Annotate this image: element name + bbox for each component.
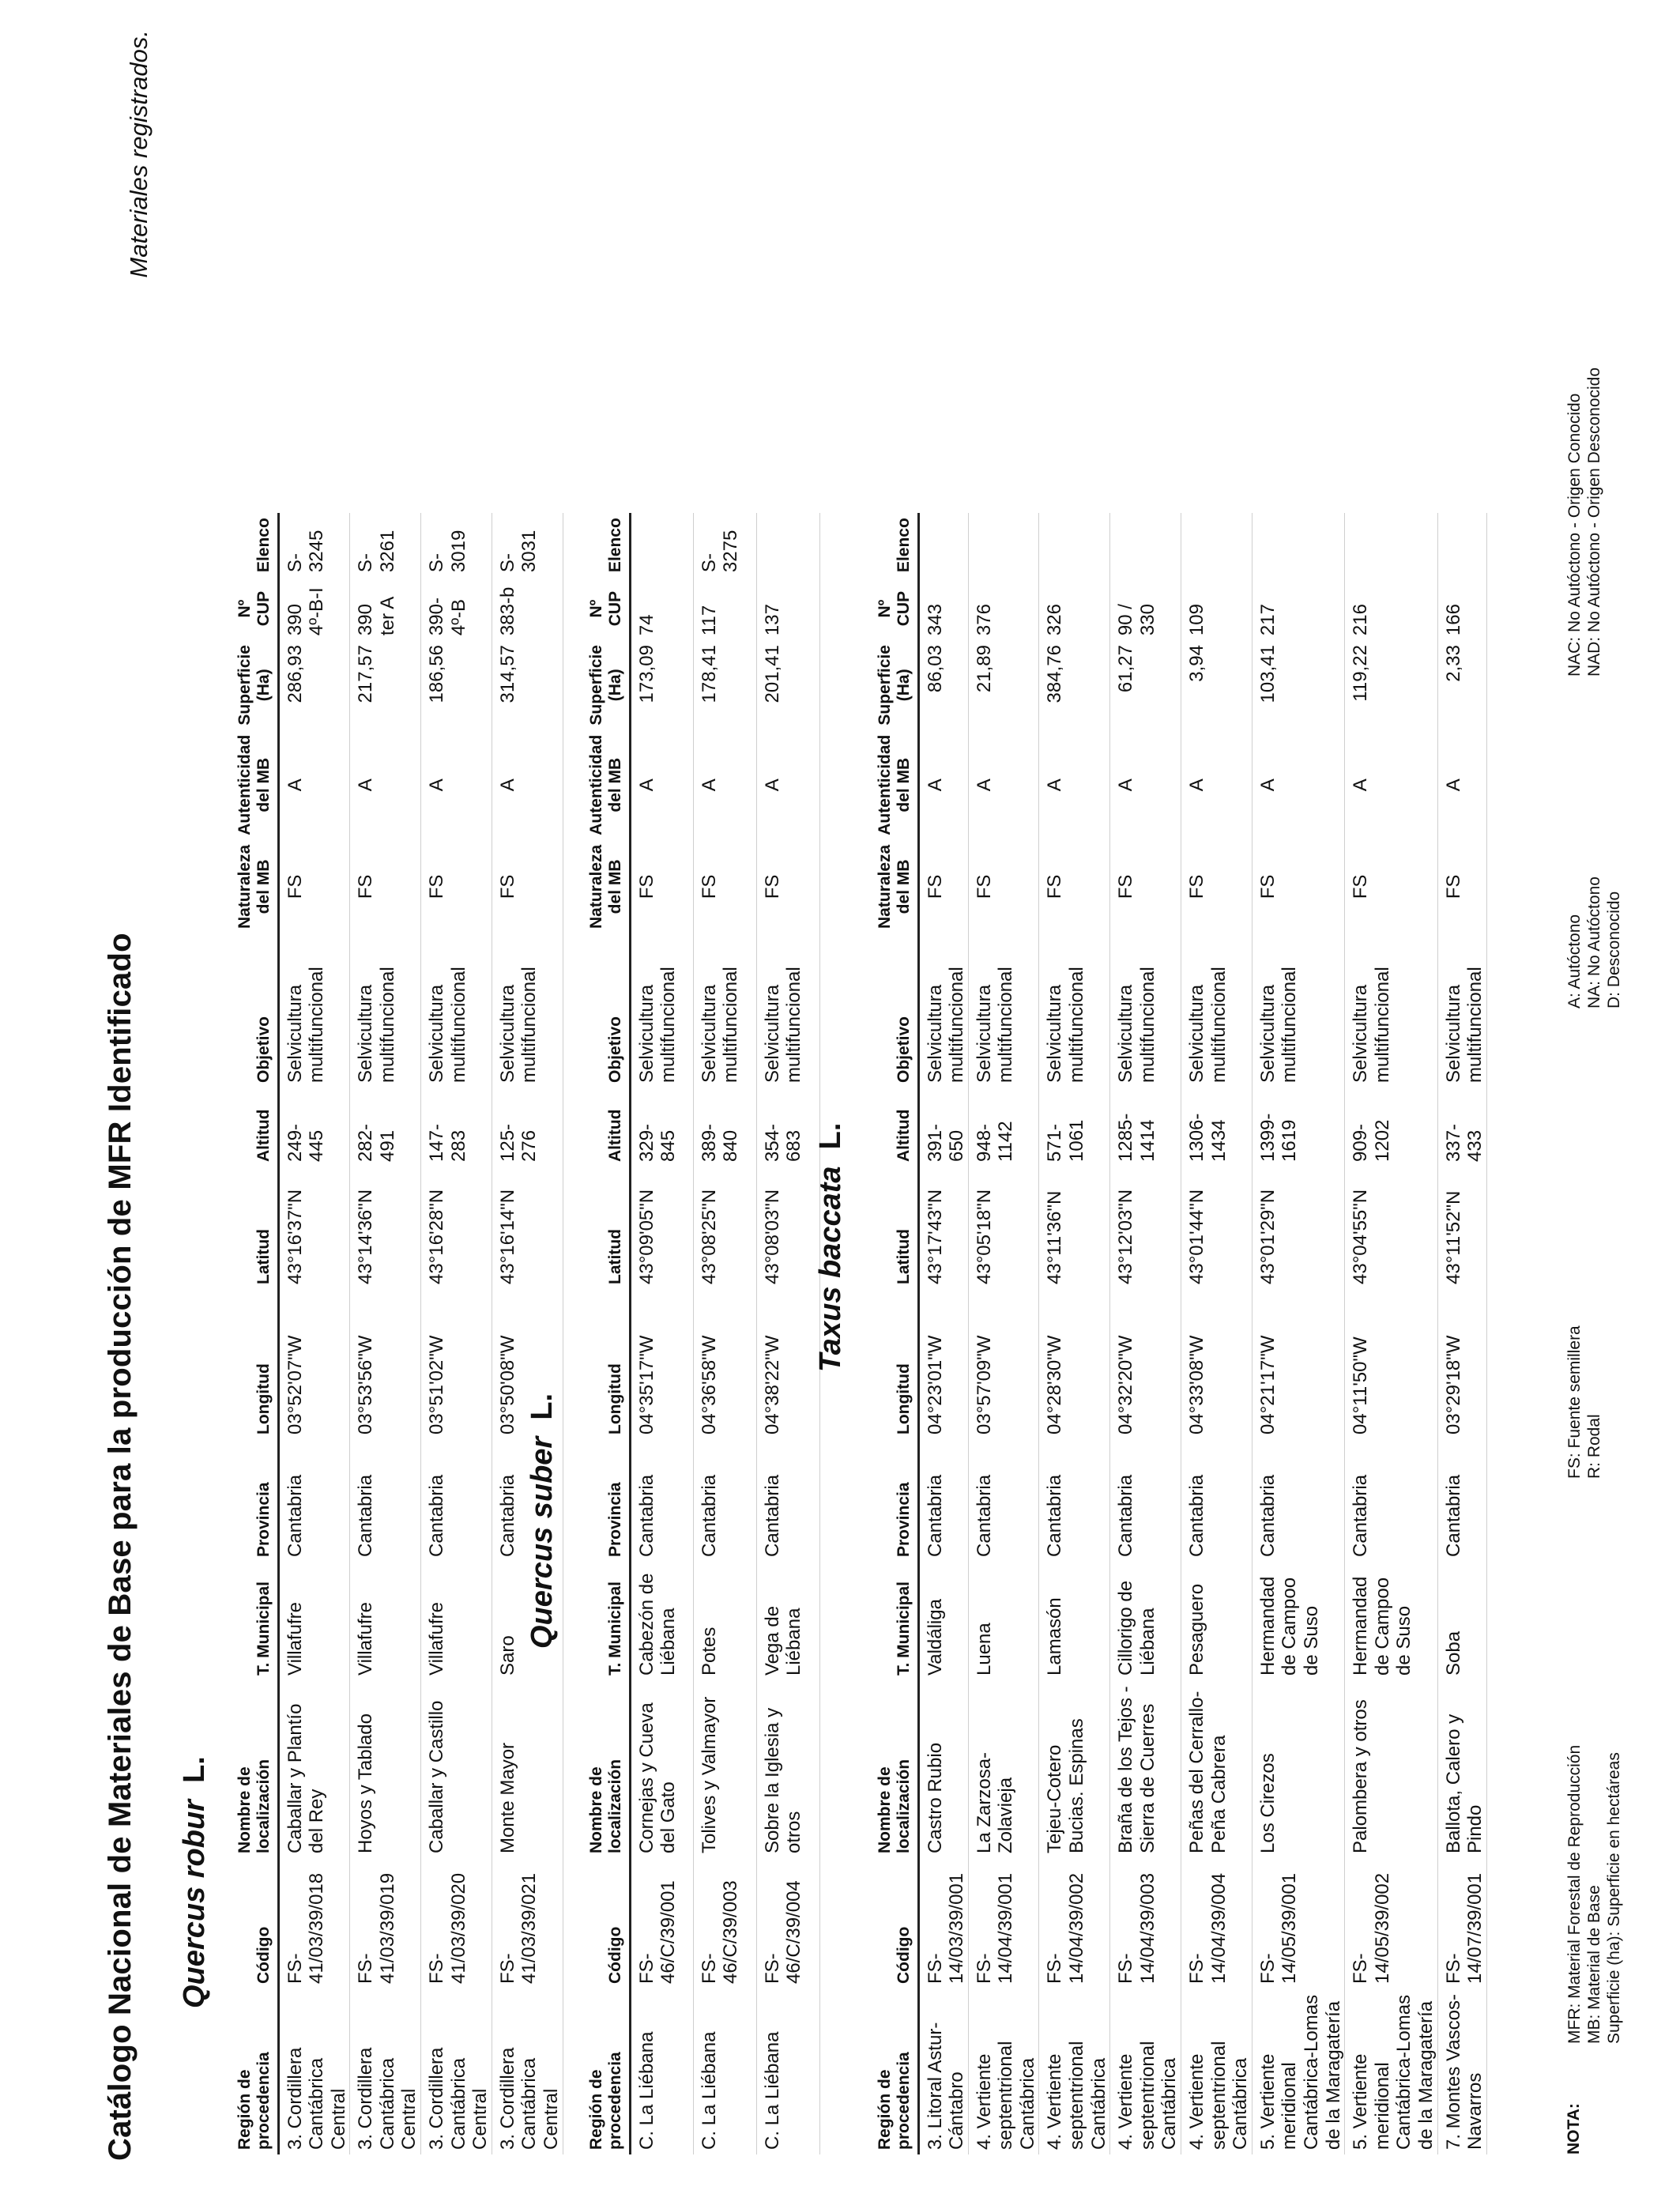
cell-region: 3. Cordillera Cantábrica Central [426, 2047, 492, 2150]
cell-municipality: Potes [698, 1627, 720, 1676]
cell-nature: FS [284, 874, 306, 899]
column-header-region: Región de procedencia [876, 2052, 913, 2150]
note-line: R: Rodal [1585, 1414, 1604, 1479]
column-header-province: Provincia [606, 1482, 625, 1557]
cell-cup: 217 [1256, 604, 1279, 636]
cell-cup: 166 [1442, 604, 1464, 636]
column-header-altitude: Altitud [606, 1109, 625, 1162]
cell-code: FS-14/05/39/001 [1256, 1872, 1301, 1984]
cell-elenco [1345, 513, 1437, 577]
cell-region: 3. Litoral Astur-Cántabro [924, 2022, 968, 2150]
cell-province: Cantabria [355, 1474, 377, 1557]
cell-nature: FS [698, 874, 720, 899]
note-line: MFR: Material Forestal de Reproducción [1565, 1744, 1584, 2044]
cell-surface: 86,03 [924, 645, 946, 693]
column-header-nature: Naturaleza del MB [587, 844, 625, 929]
column-header-authenticity: Autenticidad del MB [235, 734, 273, 835]
cell-surface: 3,94 [1186, 645, 1208, 682]
note-line: A: Autóctono [1565, 914, 1584, 1008]
cell-elenco [968, 513, 1039, 577]
cell-cup: 117 [698, 605, 720, 636]
cell-cup: 383-b [496, 586, 518, 636]
cell-altitude: 249-445 [284, 1123, 328, 1162]
cell-altitude: 354-683 [761, 1123, 805, 1162]
cell-objective: Selvicultura multifuncional [1350, 967, 1393, 1083]
cell-surface: 173,09 [635, 645, 657, 703]
cell-location: Castro Rubio [924, 1742, 946, 1853]
cell-latitude: 43°08'03"N [761, 1189, 783, 1284]
cell-altitude: 329-845 [635, 1123, 680, 1162]
cell-surface: 286,93 [284, 645, 306, 703]
cell-cup: 343 [924, 604, 946, 636]
cell-cup: 390 ter A [355, 596, 398, 636]
cell-latitude: 43°16'28"N [426, 1189, 448, 1284]
cell-municipality: Villafufre [355, 1602, 377, 1676]
page-subtitle: Materiales registrados. [125, 30, 153, 278]
cell-objective: Selvicultura multifuncional [426, 967, 469, 1083]
cell-altitude: 948-1142 [973, 1121, 1017, 1162]
species-author: L. [178, 1756, 211, 1783]
cell-longitude: 04°33'08"W [1186, 1335, 1208, 1434]
cell-altitude: 282-491 [355, 1123, 398, 1162]
cell-altitude: 1285-1414 [1115, 1113, 1158, 1162]
note-line: Superficie (ha): Superficie en hectáreas [1605, 1752, 1624, 2044]
material-table-quercus-suber [581, 513, 820, 2154]
page-title: Catálogo Nacional de Materiales de Base para la producción de MFR Identificado [103, 933, 137, 2161]
cell-longitude: 04°32'20"W [1115, 1335, 1137, 1434]
cell-elenco [1039, 513, 1110, 577]
cell-cup: 326 [1044, 604, 1066, 636]
cell-objective: Selvicultura multifuncional [698, 967, 742, 1083]
cell-nature: FS [1442, 874, 1464, 899]
cell-province: Cantabria [973, 1474, 995, 1557]
cell-longitude: 04°35'17"W [635, 1335, 657, 1434]
cell-code: FS-41/03/39/018 [284, 1872, 328, 1984]
cell-province: Cantabria [1442, 1474, 1464, 1557]
cell-province: Cantabria [1256, 1474, 1279, 1557]
cell-code: FS-41/03/39/020 [426, 1872, 469, 1984]
cell-longitude: 04°21'17"W [1256, 1335, 1279, 1434]
cell-elenco [756, 513, 819, 577]
cell-region: 7. Montes Vascos-Navarros [1442, 1994, 1486, 2150]
column-header-authenticity: Autenticidad del MB [876, 734, 913, 835]
cell-code: FS-14/04/39/004 [1186, 1872, 1230, 1984]
notes-col-4 [1565, 368, 1604, 677]
table-row [492, 513, 563, 2154]
cell-altitude: 391-650 [924, 1123, 968, 1162]
cell-code: FS-14/03/39/001 [924, 1872, 968, 1984]
species-author: L. [814, 1122, 847, 1150]
cell-region: C. La Liébana [698, 2031, 720, 2150]
cell-location: Hoyos y Tablado [355, 1713, 377, 1853]
cell-region: 4. Vertiente septentrional Cantábrica [1186, 2041, 1252, 2150]
note-label: NOTA: [1565, 2103, 1583, 2154]
species-heading-1 [525, 1393, 559, 1649]
cell-nature: FS [973, 874, 995, 899]
cell-province: Cantabria [924, 1474, 946, 1557]
cell-province: Cantabria [635, 1474, 657, 1557]
cell-municipality: Cabezón de Liébana [635, 1573, 680, 1676]
column-header-location: Nombre de localización [587, 1759, 625, 1853]
cell-surface: 21,89 [973, 645, 995, 693]
cell-latitude: 43°04'55"N [1350, 1189, 1372, 1284]
cell-longitude: 04°11'50"W [1350, 1336, 1372, 1434]
cell-longitude: 04°36'58"W [698, 1335, 720, 1434]
cell-elenco [1252, 513, 1344, 577]
cell-nature: FS [1186, 874, 1208, 899]
cell-region: C. La Liébana [635, 2031, 657, 2150]
cell-nature: FS [635, 874, 657, 899]
cell-surface: 186,56 [426, 645, 448, 703]
table-row [421, 513, 492, 2154]
column-header-altitude: Altitud [254, 1109, 273, 1162]
note-line: MB: Material de Base [1585, 1885, 1604, 2044]
notes-col-2 [1565, 1325, 1604, 1479]
cell-elenco [1437, 513, 1486, 577]
note-line: FS: Fuente semillera [1565, 1325, 1584, 1479]
cell-province: Cantabria [284, 1474, 306, 1557]
cell-objective: Selvicultura multifuncional [1442, 967, 1486, 1083]
cell-elenco [918, 513, 968, 577]
cell-objective: Selvicultura multifuncional [1115, 967, 1158, 1083]
cell-longitude: 03°57'09"W [973, 1335, 995, 1434]
table-row [350, 513, 421, 2154]
table-row [968, 513, 1039, 2154]
note-line: NAD: No Autóctono - Origen Desconocido [1585, 367, 1604, 677]
cell-latitude: 43°16'14"N [496, 1189, 518, 1284]
column-header-objective: Objetivo [254, 1016, 273, 1083]
cell-surface: 201,41 [761, 645, 783, 703]
table-row [918, 513, 968, 2154]
table-row [756, 513, 819, 2154]
cell-region: C. La Liébana [761, 2031, 783, 2150]
cell-municipality: Cillorigo de Liébana [1115, 1580, 1158, 1676]
cell-municipality: Saro [496, 1635, 518, 1676]
cell-cup: 216 [1350, 604, 1372, 636]
cell-cup: 74 [635, 614, 657, 636]
cell-altitude: 337-433 [1442, 1123, 1486, 1162]
cell-authenticity: A [1442, 778, 1464, 792]
cell-surface: 2,33 [1442, 645, 1464, 682]
cell-province: Cantabria [761, 1474, 783, 1557]
cell-province: Cantabria [426, 1474, 448, 1557]
cell-code: FS-46/C/39/004 [761, 1880, 805, 1984]
column-header-location: Nombre de localización [876, 1759, 913, 1853]
column-header-region: Región de procedencia [235, 2052, 273, 2150]
cell-longitude: 04°38'22"W [761, 1335, 783, 1434]
cell-code: FS-41/03/39/019 [355, 1872, 398, 1984]
cell-region: 4. Vertiente septentrional Cantábrica [973, 2041, 1038, 2150]
cell-location: Cornejas y Cueva del Gato [635, 1702, 680, 1853]
column-header-province: Provincia [254, 1482, 273, 1557]
cell-authenticity: A [924, 778, 946, 792]
cell-nature: FS [924, 874, 946, 899]
cell-surface: 61,27 [1115, 645, 1137, 693]
cell-cup: 376 [973, 604, 995, 636]
cell-nature: FS [1256, 874, 1279, 899]
cell-latitude: 43°01'44"N [1186, 1189, 1208, 1284]
cell-authenticity: A [1256, 778, 1279, 792]
cell-nature: FS [426, 874, 448, 899]
column-header-municipality: T. Municipal [254, 1581, 273, 1676]
column-header-elenco: Elenco [606, 518, 625, 573]
column-header-surface: Superficie (Ha) [587, 645, 625, 726]
column-header-surface: Superficie (Ha) [876, 645, 913, 726]
cell-authenticity: A [635, 778, 657, 792]
cell-province: Cantabria [1115, 1474, 1137, 1557]
cell-municipality: Vega de Liébana [761, 1605, 805, 1676]
cell-location: Caballar y Castillo [426, 1700, 448, 1853]
cell-nature: FS [1115, 874, 1137, 899]
cell-objective: Selvicultura multifuncional [355, 967, 398, 1083]
table-row [630, 513, 693, 2154]
cell-code: FS-46/C/39/001 [635, 1880, 680, 1984]
column-header-latitude: Latitud [254, 1229, 273, 1284]
cell-nature: FS [496, 874, 518, 899]
cell-longitude: 04°23'01"W [924, 1335, 946, 1434]
cell-elenco [630, 513, 693, 577]
cell-longitude: 03°52'07"W [284, 1335, 306, 1434]
cell-latitude: 43°01'29"N [1256, 1189, 1279, 1284]
cell-elenco [1110, 513, 1181, 577]
note-line: NA: No Autóctono [1585, 876, 1604, 1008]
cell-authenticity: A [426, 778, 448, 792]
cell-cup: 137 [761, 604, 783, 636]
cell-region: 3. Cordillera Cantábrica Central [496, 2047, 563, 2150]
cell-objective: Selvicultura multifuncional [496, 967, 541, 1083]
column-header-latitude: Latitud [606, 1229, 625, 1284]
cell-cup: 390-4º-B [426, 598, 469, 636]
cell-region: 3. Cordillera Cantábrica Central [284, 2047, 349, 2150]
table-row [693, 513, 756, 2154]
column-header-cup: Nº CUP [235, 590, 273, 627]
cell-code: FS-14/05/39/002 [1350, 1872, 1393, 1984]
column-header-cup: Nº CUP [876, 590, 913, 627]
cell-province: Cantabria [1350, 1474, 1372, 1557]
cell-surface: 119,22 [1350, 645, 1372, 702]
cell-objective: Selvicultura multifuncional [635, 967, 680, 1083]
column-header-altitude: Altitud [895, 1109, 913, 1162]
cell-location: La Zarzosa-Zolavieja [973, 1751, 1017, 1853]
column-header-nature: Naturaleza del MB [876, 844, 913, 929]
cell-nature: FS [355, 874, 377, 899]
table-row [1110, 513, 1181, 2154]
table-row [278, 513, 350, 2154]
table-row [1181, 513, 1252, 2154]
cell-objective: Selvicultura multifuncional [1186, 967, 1230, 1083]
species-name: Quercus robur [178, 1800, 211, 2008]
material-table-taxus-baccata [869, 513, 1487, 2154]
cell-surface: 384,76 [1044, 645, 1066, 703]
cell-code: FS-46/C/39/003 [698, 1880, 742, 1984]
column-header-code: Código [606, 1926, 625, 1984]
cell-location: Peñas del Cerrallo- Peña Cabrera [1186, 1691, 1230, 1853]
cell-objective: Selvicultura multifuncional [924, 967, 968, 1083]
cell-cup: 109 [1186, 604, 1208, 636]
table-header-row [229, 513, 278, 2154]
cell-municipality: Hermandad de Campoo de Suso [1256, 1576, 1322, 1676]
cell-authenticity: A [1186, 778, 1208, 792]
cell-objective: Selvicultura multifuncional [973, 967, 1017, 1083]
cell-region: 4. Vertiente septentrional Cantábrica [1115, 2041, 1181, 2150]
cell-nature: FS [761, 874, 783, 899]
notes-col-3 [1565, 876, 1625, 1008]
species-name: Taxus baccata [814, 1166, 847, 1372]
cell-location: Palombera y otros [1350, 1699, 1372, 1853]
cell-location: Caballar y Plantío del Rey [284, 1703, 328, 1853]
cell-objective: Selvicultura multifuncional [1256, 967, 1301, 1083]
cell-altitude: 1306-1434 [1186, 1113, 1230, 1162]
cell-code: FS-14/07/39/001 [1442, 1872, 1486, 1984]
cell-longitude: 03°51'02"W [426, 1335, 448, 1434]
cell-region: 4. Vertiente septentrional Cantábrica [1044, 2041, 1109, 2150]
table-row [1252, 513, 1344, 2154]
table-header-row [869, 513, 918, 2154]
cell-surface: 178,41 [698, 645, 720, 703]
cell-region: 5. Vertiente meridional Cantábrica-Lomas de la Maragatería [1256, 1994, 1344, 2150]
cell-latitude: 43°09'05"N [635, 1189, 657, 1284]
column-header-region: Región de procedencia [587, 2052, 625, 2150]
material-table-quercus-robur [229, 513, 563, 2154]
cell-authenticity: A [973, 778, 995, 792]
cell-authenticity: A [1044, 778, 1066, 792]
column-header-province: Provincia [895, 1482, 913, 1557]
cell-surface: 217,57 [355, 645, 377, 703]
column-header-nature: Naturaleza del MB [235, 844, 273, 929]
cell-authenticity: A [698, 778, 720, 792]
column-header-municipality: T. Municipal [606, 1581, 625, 1676]
cell-municipality: Villafufre [426, 1602, 448, 1676]
cell-elenco: S-3261 [355, 530, 398, 573]
cell-elenco: S-3245 [284, 530, 328, 573]
table-header-row [581, 513, 630, 2154]
cell-elenco: S-3275 [698, 530, 742, 573]
column-header-code: Código [254, 1926, 273, 1984]
cell-objective: Selvicultura multifuncional [761, 967, 805, 1083]
table-row [1039, 513, 1110, 2154]
cell-authenticity: A [496, 778, 518, 792]
cell-elenco: S-3031 [496, 530, 541, 573]
cell-nature: FS [1044, 874, 1066, 899]
cell-location: Tolives y Valmayor [698, 1696, 720, 1853]
cell-latitude: 43°05'18"N [973, 1189, 995, 1284]
cell-municipality: Pesaguero [1186, 1583, 1208, 1676]
cell-province: Cantabria [496, 1474, 518, 1557]
cell-municipality: Lamasón [1044, 1597, 1066, 1676]
cell-code: FS-14/04/39/001 [973, 1872, 1017, 1984]
cell-province: Cantabria [698, 1474, 720, 1557]
cell-objective: Selvicultura multifuncional [284, 967, 328, 1083]
column-header-longitude: Longitud [254, 1363, 273, 1434]
cell-province: Cantabria [1044, 1474, 1066, 1557]
cell-cup: 390 4º-B-I [284, 587, 328, 636]
column-header-cup: Nº CUP [587, 590, 625, 627]
species-heading-0 [178, 1756, 212, 2008]
cell-surface: 103,41 [1256, 645, 1279, 703]
cell-longitude: 03°29'18"W [1442, 1335, 1464, 1434]
cell-longitude: 04°28'30"W [1044, 1335, 1066, 1434]
cell-latitude: 43°14'36"N [355, 1189, 377, 1284]
cell-code: FS-14/04/39/002 [1044, 1872, 1088, 1984]
cell-altitude: 389-840 [698, 1123, 742, 1162]
notes-col-1 [1565, 1745, 1625, 2044]
cell-altitude: 125-276 [496, 1123, 541, 1162]
cell-altitude: 909-1202 [1350, 1119, 1393, 1162]
column-header-code: Código [895, 1926, 913, 1984]
column-header-objective: Objetivo [895, 1016, 913, 1083]
cell-location: Ballota, Calero y Pindo [1442, 1713, 1486, 1853]
species-heading-2 [814, 1123, 848, 1372]
cell-location: Sobre la Iglesia y otros [761, 1707, 805, 1853]
cell-latitude: 43°12'03"N [1115, 1189, 1137, 1284]
column-header-location: Nombre de localización [235, 1759, 273, 1853]
cell-authenticity: A [284, 778, 306, 792]
cell-location: Braña de los Tejos - Sierra de Cuerres [1115, 1686, 1158, 1853]
table-row [1345, 513, 1437, 2154]
cell-latitude: 43°11'36"N [1044, 1190, 1066, 1284]
cell-latitude: 43°16'37"N [284, 1189, 306, 1284]
cell-elenco [1181, 513, 1252, 577]
column-header-authenticity: Autenticidad del MB [587, 734, 625, 835]
column-header-longitude: Longitud [606, 1363, 625, 1434]
cell-elenco: S-3019 [426, 530, 469, 573]
cell-latitude: 43°11'52"N [1442, 1190, 1464, 1284]
cell-municipality: Valdáliga [924, 1599, 946, 1676]
cell-altitude: 571-1061 [1044, 1119, 1088, 1162]
cell-location: Los Cirezos [1256, 1753, 1279, 1853]
cell-nature: FS [1350, 874, 1372, 899]
note-line: D: Desconocido [1605, 891, 1624, 1008]
cell-region: 3. Cordillera Cantábrica Central [355, 2047, 420, 2150]
cell-municipality: Villafufre [284, 1602, 306, 1676]
cell-authenticity: A [1350, 778, 1372, 792]
cell-municipality: Soba [1442, 1630, 1464, 1676]
cell-objective: Selvicultura multifuncional [1044, 967, 1088, 1083]
cell-longitude: 03°53'56"W [355, 1335, 377, 1434]
cell-region: 5. Vertiente meridional Cantábrica-Lomas de la Maragatería [1350, 1994, 1437, 2150]
column-header-latitude: Latitud [895, 1229, 913, 1284]
cell-latitude: 43°08'25"N [698, 1189, 720, 1284]
cell-province: Cantabria [1186, 1474, 1208, 1557]
species-name: Quercus suber [525, 1436, 559, 1649]
cell-municipality: Hermandad de Campoo de Suso [1350, 1576, 1415, 1676]
cell-surface: 314,57 [496, 645, 518, 703]
column-header-municipality: T. Municipal [895, 1581, 913, 1676]
column-header-elenco: Elenco [895, 518, 913, 573]
column-header-surface: Superficie (Ha) [235, 645, 273, 726]
column-header-longitude: Longitud [895, 1363, 913, 1434]
cell-authenticity: A [761, 778, 783, 792]
species-author: L. [525, 1393, 559, 1420]
cell-authenticity: A [355, 778, 377, 792]
cell-code: FS-14/04/39/003 [1115, 1872, 1158, 1984]
cell-location: Tejeu-Cotero Bucias. Espinas [1044, 1718, 1088, 1853]
cell-authenticity: A [1115, 778, 1137, 792]
column-header-elenco: Elenco [254, 518, 273, 573]
cell-municipality: Luena [973, 1623, 995, 1676]
cell-location: Monte Mayor [496, 1742, 518, 1853]
cell-latitude: 43°17'43"N [924, 1189, 946, 1284]
cell-altitude: 147-283 [426, 1123, 469, 1162]
cell-cup: 90 / 330 [1115, 604, 1158, 636]
note-line: NAC: No Autóctono - Origen Conocido [1565, 393, 1584, 677]
cell-code: FS-41/03/39/021 [496, 1872, 541, 1984]
column-header-objective: Objetivo [606, 1016, 625, 1083]
cell-longitude: 03°50'08"W [496, 1335, 518, 1434]
cell-altitude: 1399-1619 [1256, 1113, 1301, 1162]
table-row [1437, 513, 1486, 2154]
